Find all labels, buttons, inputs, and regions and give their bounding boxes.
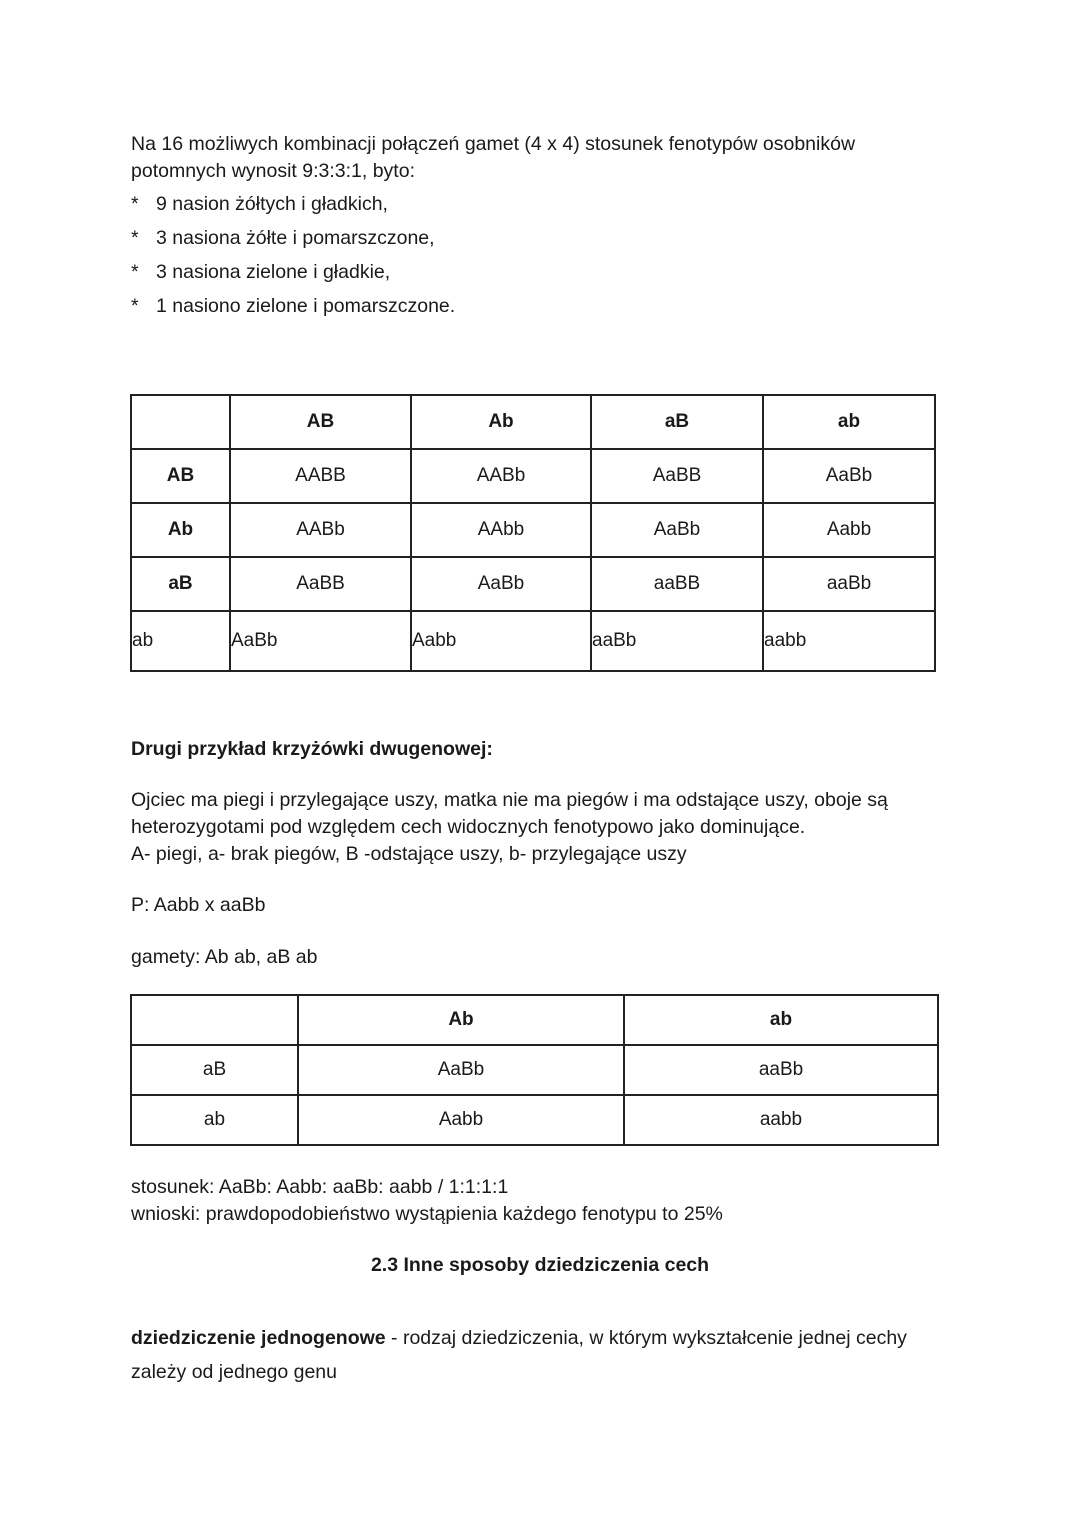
punnett-table-4x4: [130, 394, 936, 672]
parents-line: P: Aabb x aaBb: [131, 894, 266, 916]
definition-text: - rodzaj dziedziczenia, w którym wykształcenie jednej cechy: [385, 1327, 907, 1349]
table-cell: Aabb: [763, 503, 935, 557]
table-cell: aabb: [624, 1095, 938, 1145]
table-cell: Ab: [131, 503, 230, 557]
table-cell: ab: [131, 1095, 298, 1145]
table-row: [131, 611, 935, 671]
table-cell: aaBb: [591, 611, 763, 671]
description-line-3: A- piegi, a- brak piegów, B -odstające uszy, b- przylegające uszy: [131, 843, 687, 865]
description-line-2: heterozygotami pod względem cech widocznych fenotypowo jako dominujące.: [131, 816, 806, 838]
table-cell: AaBb: [298, 1045, 624, 1095]
table-cell: [131, 395, 230, 449]
table-cell: AAbb: [411, 503, 591, 557]
table-cell: Ab: [411, 395, 591, 449]
table-cell: aB: [591, 395, 763, 449]
table-cell: ab: [763, 395, 935, 449]
table-cell: aaBb: [624, 1045, 938, 1095]
bullet-text: 3 nasiona żółte i pomarszczone,: [156, 227, 435, 249]
table-cell: aB: [131, 557, 230, 611]
table-cell: AaBb: [230, 611, 411, 671]
intro-paragraph: [131, 131, 855, 185]
table-cell: Aabb: [298, 1095, 624, 1145]
table-row: [131, 1095, 938, 1145]
bullet-marker: *: [131, 227, 139, 249]
table-row: [131, 449, 935, 503]
definition-paragraph: [131, 1321, 907, 1389]
punnett-table-2x2: [130, 994, 939, 1146]
example-description: [131, 787, 888, 868]
table-cell: AABb: [230, 503, 411, 557]
description-line-1: Ojciec ma piegi i przylegające uszy, matka nie ma piegów i ma odstające uszy, oboje są: [131, 789, 888, 811]
ratio-line: stosunek: AaBb: Aabb: aaBb: aabb / 1:1:1:1: [131, 1176, 509, 1198]
table-cell: AaBB: [230, 557, 411, 611]
table-cell: aB: [131, 1045, 298, 1095]
bullet-marker: *: [131, 261, 139, 283]
conclusion-line: wnioski: prawdopodobieństwo wystąpienia każdego fenotypu to 25%: [131, 1203, 723, 1225]
example-heading: Drugi przykład krzyżówki dwugenowej:: [131, 738, 493, 760]
bullet-text: 1 nasiono zielone i pomarszczone.: [156, 295, 456, 317]
table-cell: ab: [624, 995, 938, 1045]
definition-line-2: zależy od jednego genu: [131, 1361, 337, 1383]
table-cell: aaBB: [591, 557, 763, 611]
table-header-row: [131, 995, 938, 1045]
intro-line-2: potomnych wynosit 9:3:3:1, byto:: [131, 160, 415, 182]
table-cell: AB: [230, 395, 411, 449]
table-cell: Aabb: [411, 611, 591, 671]
definition-term: dziedziczenie jednogenowe: [131, 1327, 386, 1349]
definition-line-1: [131, 1321, 907, 1355]
table-cell: [131, 995, 298, 1045]
bullet-marker: *: [131, 295, 139, 317]
bullet-text: 9 nasion żółtych i gładkich,: [156, 193, 388, 215]
ratio-block: [131, 1174, 723, 1228]
table-row: [131, 557, 935, 611]
table-row: [131, 503, 935, 557]
table-cell: aaBb: [763, 557, 935, 611]
table-cell: AaBb: [591, 503, 763, 557]
table-cell: aabb: [763, 611, 935, 671]
bullet-text: 3 nasiona zielone i gładkie,: [156, 261, 391, 283]
gametes-line: gamety: Ab ab, aB ab: [131, 946, 318, 968]
table-cell: ab: [131, 611, 230, 671]
table-cell: AaBb: [411, 557, 591, 611]
bullet-marker: *: [131, 193, 139, 215]
table-cell: AaBb: [763, 449, 935, 503]
table-row: [131, 1045, 938, 1095]
table-header-row: [131, 395, 935, 449]
table-cell: AaBB: [591, 449, 763, 503]
table-cell: AB: [131, 449, 230, 503]
table-cell: AABB: [230, 449, 411, 503]
table-cell: AABb: [411, 449, 591, 503]
table-cell: Ab: [298, 995, 624, 1045]
intro-line-1: Na 16 możliwych kombinacji połączeń gamet (4 x 4) stosunek fenotypów osobników: [131, 133, 856, 155]
section-title: 2.3 Inne sposoby dziedziczenia cech: [370, 1254, 710, 1276]
